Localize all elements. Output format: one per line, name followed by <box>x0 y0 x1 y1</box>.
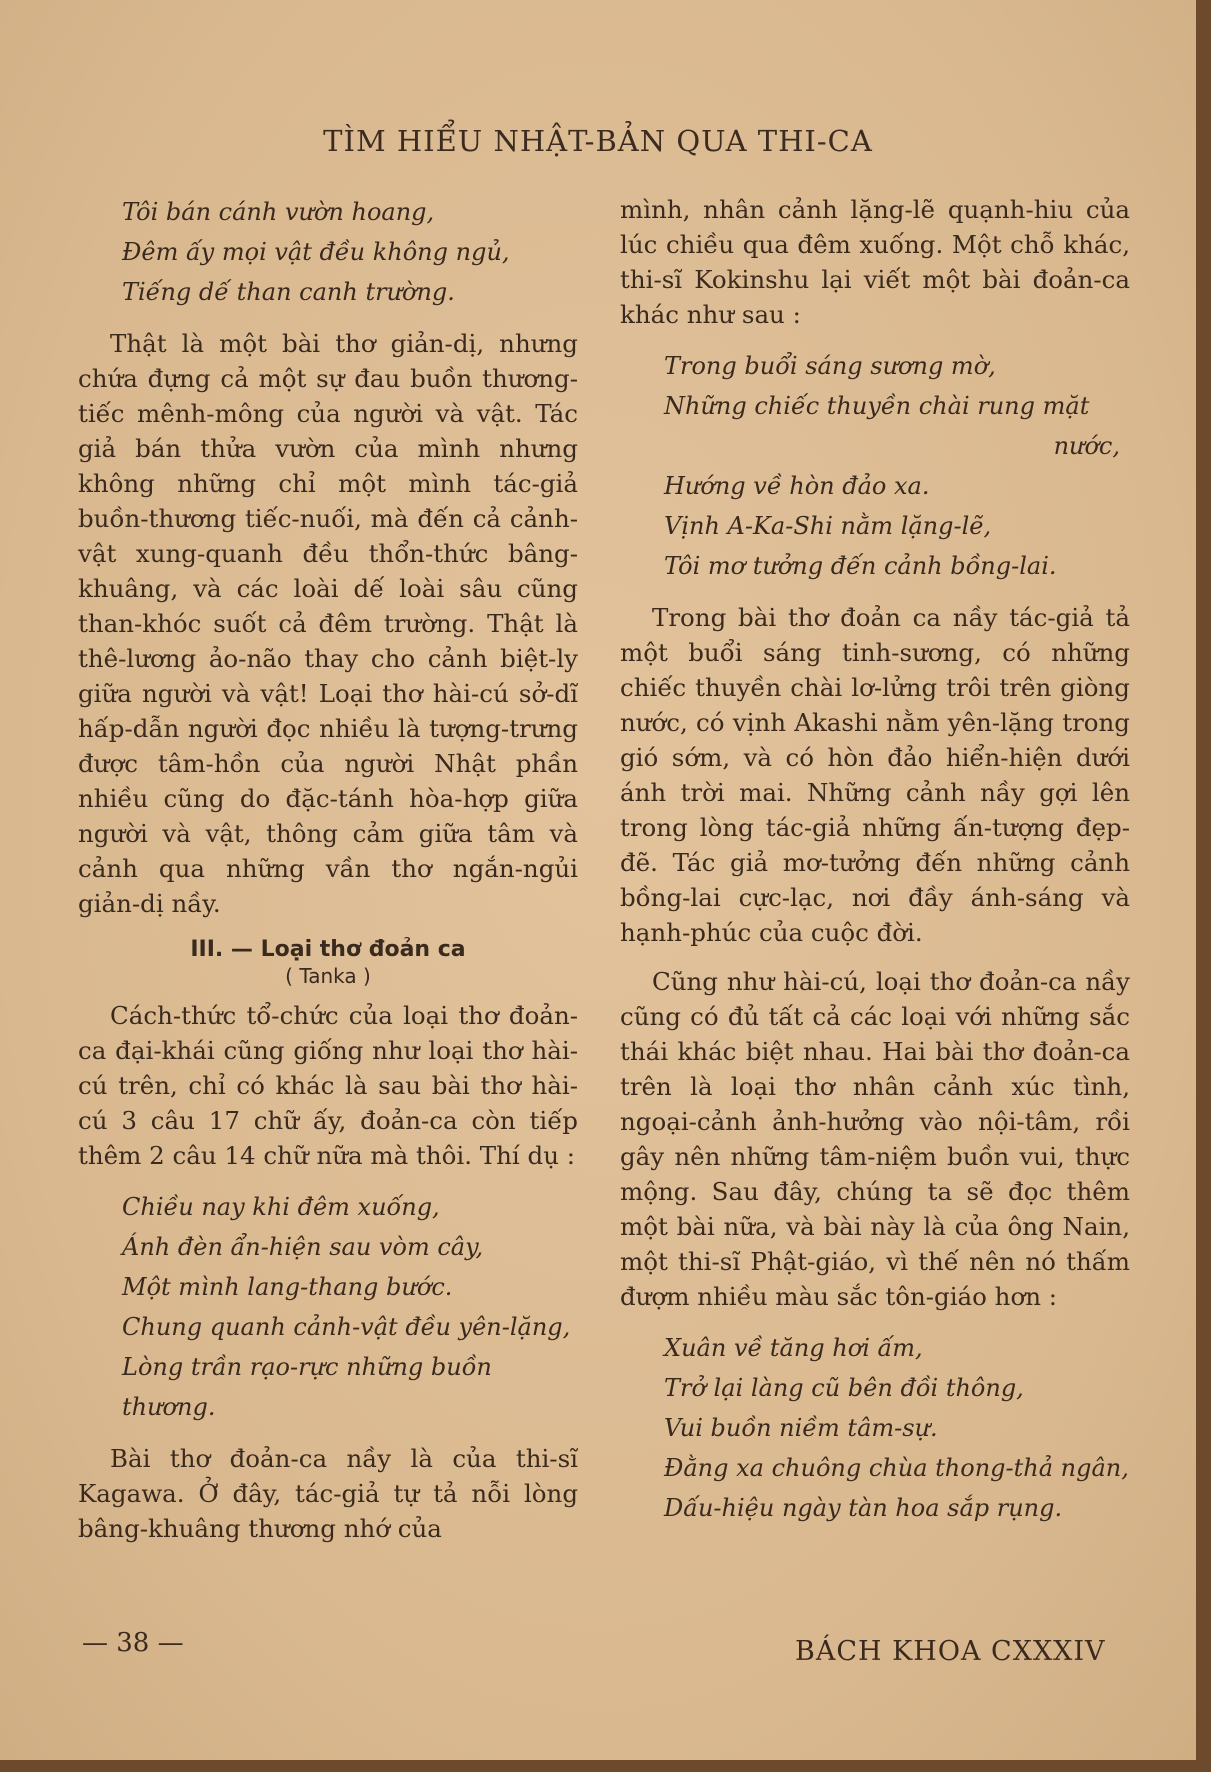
verse-line-continuation: nước, <box>1053 432 1120 460</box>
verse-line: Tôi mơ tưởng đến cảnh bồng-lai. <box>664 552 1057 580</box>
running-header: TÌM HIỂU NHẬT-BẢN QUA THI-CA <box>323 124 873 158</box>
right-column <box>620 192 1130 1542</box>
verse-line: Những chiếc thuyền chài rung mặt <box>664 392 1090 420</box>
verse-line: Vịnh A-Ka-Shi nằm lặng-lẽ, <box>664 512 992 540</box>
paragraph: mình, nhân cảnh lặng-lẽ quạnh-hiu của lúc chiều qua đêm xuống. Một chỗ khác, thi-sĩ Kokinshu lại viết một bài đoản-ca khác như sau : <box>620 195 1130 329</box>
verse-line: Đêm ấy mọi vật đều không ngủ, <box>122 238 510 266</box>
verse-line: Dấu-hiệu ngày tàn hoa sắp rụng. <box>664 1494 1063 1522</box>
journal-name: BÁCH KHOA CXXXIV <box>795 1636 1106 1667</box>
left-column <box>78 192 578 1560</box>
verse-line: Xuân về tăng hơi ấm, <box>664 1334 923 1362</box>
poem-tanka-kokinshu <box>620 346 1130 586</box>
verse-line: Chung quanh cảnh-vật đều yên-lặng, <box>122 1313 571 1341</box>
poem-haiku <box>78 192 578 312</box>
section-subheading: ( Tanka ) <box>285 964 371 988</box>
paragraph: Bài thơ đoản-ca nầy là của thi-sĩ Kagawa. Ở đây, tác-giả tự tả nỗi lòng bâng-khuâng thương nhớ của <box>78 1444 578 1543</box>
poem-tanka-nain <box>620 1328 1130 1528</box>
verse-line: Tôi bán cánh vườn hoang, <box>122 198 435 226</box>
paragraph: Thật là một bài thơ giản-dị, nhưng chứa đựng cả một sự đau buồn thương-tiếc mênh-mông của người và vật. Tác giả bán thửa vườn của mình nhưng không những chỉ một mình tác-giả buồn-thương tiếc-nuối, mà đến cả cảnh-vật xung-quanh đều thổn-thức bâng-khuâng, và các loài dế loài sâu cũng than-khóc suốt cả đêm trường. Thật là thê-lương ảo-não thay cho cảnh biệt-ly giữa người và vật! Loại thơ hài-cú sở-dĩ hấp-dẫn người đọc nhiều là tượng-trưng được tâm-hồn của người Nhật phần nhiều cũng do đặc-tánh hòa-hợp giữa người và vật, thông cảm giữa tâm và cảnh qua những vần thơ ngắn-ngủi giản-dị nầy. <box>78 329 578 918</box>
verse-line: Ánh đèn ẩn-hiện sau vòm cây, <box>122 1233 484 1261</box>
verse-line: Chiều nay khi đêm xuống, <box>122 1193 440 1221</box>
paragraph: Cũng như hài-cú, loại thơ đoản-ca nầy cũng có đủ tất cả các loại với những sắc thái khác biệt nhau. Hai bài thơ đoản-ca trên là loại thơ nhân cảnh xúc tình, ngoại-cảnh ảnh-hưởng vào nội-tâm, rồi gây nên những tâm-niệm buồn vui, thực mộng. Sau đây, chúng ta sẽ đọc thêm một bài nữa, và bài này là của ông Nain, một thi-sĩ Phật-giáo, vì thế nên nó thấm đượm nhiều màu sắc tôn-giáo hơn : <box>620 967 1130 1311</box>
paragraph: Cách-thức tổ-chức của loại thơ đoản-ca đại-khái cũng giống như loại thơ hài-cú trên, chỉ có khác là sau bài thơ hài-cú 3 câu 17 chữ ấy, đoản-ca còn tiếp thêm 2 câu 14 chữ nữa mà thôi. Thí dụ : <box>78 1001 578 1170</box>
verse-line: Trở lại làng cũ bên đồi thông, <box>664 1374 1024 1402</box>
paragraph: Trong bài thơ đoản ca nầy tác-giả tả một buổi sáng tinh-sương, có những chiếc thuyền chài lơ-lửng trôi trên giòng nước, có vịnh Akashi nằm yên-lặng trong gió sớm, và có hòn đảo hiển-hiện dưới ánh trời mai. Những cảnh nầy gợi lên trong lòng tác-giả những ấn-tượng đẹp-đẽ. Tác giả mơ-tưởng đến những cảnh bồng-lai cực-lạc, nơi đầy ánh-sáng và hạnh-phúc của cuộc đời. <box>620 603 1130 947</box>
verse-line: Một mình lang-thang bước. <box>122 1273 453 1301</box>
verse-line: Hướng về hòn đảo xa. <box>664 472 930 500</box>
verse-line: Tiếng dế than canh trường. <box>122 278 455 306</box>
verse-line: Đằng xa chuông chùa thong-thả ngân, <box>664 1454 1129 1482</box>
section-heading: III. — Loại thơ đoản ca <box>190 937 466 962</box>
verse-line: Vui buồn niềm tâm-sự. <box>664 1414 938 1442</box>
verse-line: Trong buổi sáng sương mờ, <box>664 352 996 380</box>
poem-tanka-kagawa <box>78 1187 578 1427</box>
verse-line: Lòng trần rạo-rực những buồn thương. <box>122 1353 492 1421</box>
page-number: — 38 — <box>82 1628 184 1658</box>
